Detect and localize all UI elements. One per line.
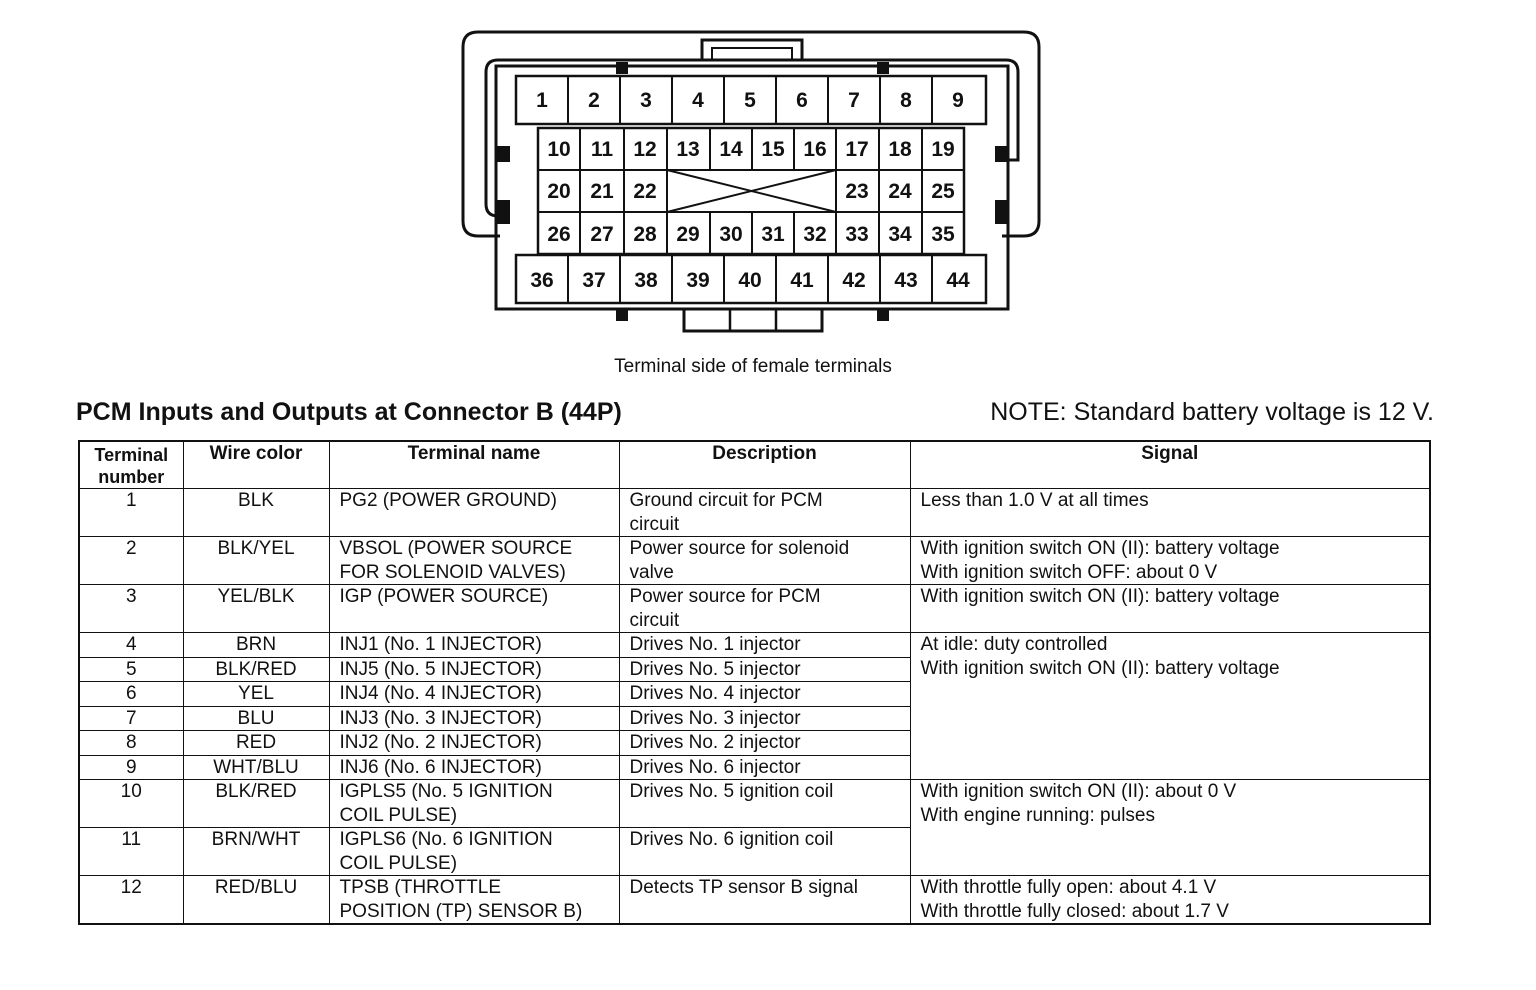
pin-label-29: 29 <box>676 223 700 246</box>
pin-label-20: 20 <box>547 180 571 203</box>
header-terminal-number: Terminal number <box>79 441 183 489</box>
cell-wire-color: BRN <box>183 633 329 658</box>
pin-label-6: 6 <box>796 89 808 112</box>
cell-terminal-name-line: IGPLS5 (No. 5 IGNITION <box>339 781 553 802</box>
cell-wire-color: YEL/BLK <box>183 585 329 633</box>
cell-signal <box>910 537 1430 585</box>
cell-terminal-name-line: INJ1 (No. 1 INJECTOR) <box>339 634 542 655</box>
pin-label-38: 38 <box>634 269 658 292</box>
pin-label-11: 11 <box>590 138 614 161</box>
pin-label-19: 19 <box>931 138 955 161</box>
table-row <box>79 489 1430 537</box>
pin-label-4: 4 <box>692 89 704 112</box>
pin-label-5: 5 <box>744 89 756 112</box>
cell-terminal-number: 11 <box>79 828 183 876</box>
cell-description-line: Drives No. 5 injector <box>629 658 801 680</box>
cell-terminal-name-line: PG2 (POWER GROUND) <box>339 490 557 511</box>
cell-terminal-name-line: INJ4 (No. 4 INJECTOR) <box>339 683 542 704</box>
cell-terminal-name-line: INJ3 (No. 3 INJECTOR) <box>339 707 542 729</box>
page-title: PCM Inputs and Outputs at Connector B (44P) <box>76 398 622 426</box>
cell-terminal-number: 9 <box>79 755 183 780</box>
pin-label-35: 35 <box>931 223 955 246</box>
cell-wire-color: RED <box>183 731 329 756</box>
cell-signal <box>910 585 1430 633</box>
table-row <box>79 537 1430 585</box>
cell-description-line: circuit <box>629 513 680 535</box>
pcm-io-table <box>78 440 1431 925</box>
table-row <box>79 633 1430 658</box>
pin-label-1: 1 <box>536 89 548 112</box>
cell-signal-line: Less than 1.0 V at all times <box>920 490 1149 511</box>
cell-signal-line: With ignition switch ON (II): battery voltage <box>920 586 1280 607</box>
connector-top-latch <box>702 40 802 60</box>
cell-terminal-name <box>329 489 619 537</box>
pin-label-13: 13 <box>676 138 700 161</box>
blank-cavity-cross <box>667 170 836 212</box>
cell-terminal-name <box>329 657 619 682</box>
cell-terminal-name-line: INJ2 (No. 2 INJECTOR) <box>339 732 542 753</box>
cell-terminal-name-line: COIL PULSE) <box>339 852 458 874</box>
cell-terminal-name-line: INJ6 (No. 6 INJECTOR) <box>339 756 542 778</box>
cell-signal-line: With throttle fully closed: about 1.7 V <box>920 900 1229 922</box>
pin-label-21: 21 <box>590 180 614 203</box>
pin-label-24: 24 <box>888 180 912 203</box>
cell-signal-line: With ignition switch ON (II): battery voltage <box>920 657 1280 679</box>
pin-label-37: 37 <box>582 269 606 292</box>
diagram-caption: Terminal side of female terminals <box>614 356 892 377</box>
cell-terminal-number: 8 <box>79 731 183 756</box>
pin-label-10: 10 <box>547 138 571 161</box>
cell-description-line: Detects TP sensor B signal <box>629 877 858 898</box>
pin-label-3: 3 <box>640 89 652 112</box>
pin-label-43: 43 <box>894 269 918 292</box>
cell-wire-color: YEL <box>183 682 329 707</box>
pin-label-18: 18 <box>888 138 912 161</box>
cell-terminal-name-line: INJ5 (No. 5 INJECTOR) <box>339 658 542 680</box>
cell-description <box>619 706 910 731</box>
pin-label-31: 31 <box>761 223 785 246</box>
cell-wire-color: BLU <box>183 706 329 731</box>
pin-label-17: 17 <box>845 138 869 161</box>
cell-description-line: Drives No. 3 injector <box>629 707 801 729</box>
cell-description <box>619 585 910 633</box>
pin-label-30: 30 <box>719 223 743 246</box>
cell-signal <box>910 780 1430 876</box>
pin-label-25: 25 <box>931 180 955 203</box>
pin-label-39: 39 <box>686 269 710 292</box>
pin-label-12: 12 <box>633 138 657 161</box>
cell-terminal-name-line: POSITION (TP) SENSOR B) <box>339 900 583 922</box>
pin-label-33: 33 <box>845 223 869 246</box>
cell-description-line: Power source for solenoid <box>629 538 850 559</box>
header-description: Description <box>619 441 910 489</box>
pin-label-32: 32 <box>803 223 827 246</box>
cell-wire-color: BLK/RED <box>183 780 329 828</box>
pin-label-2: 2 <box>588 89 600 112</box>
cell-terminal-name <box>329 731 619 756</box>
cell-signal <box>910 489 1430 537</box>
cell-wire-color: BRN/WHT <box>183 828 329 876</box>
cell-signal <box>910 876 1430 925</box>
pin-label-26: 26 <box>547 223 571 246</box>
table-header-row <box>79 441 1430 489</box>
connector-diagram <box>0 0 1536 350</box>
cell-terminal-name <box>329 828 619 876</box>
cell-description <box>619 780 910 828</box>
cell-terminal-name <box>329 537 619 585</box>
cell-terminal-name <box>329 682 619 707</box>
table-row <box>79 876 1430 925</box>
pin-label-15: 15 <box>761 138 785 161</box>
cell-terminal-name <box>329 633 619 658</box>
cell-terminal-name <box>329 585 619 633</box>
pin-label-28: 28 <box>633 223 657 246</box>
header-wire-color: Wire color <box>183 441 329 489</box>
pin-label-22: 22 <box>633 180 657 203</box>
header-signal: Signal <box>910 441 1430 489</box>
pin-label-9: 9 <box>952 89 964 112</box>
cell-terminal-name-line: COIL PULSE) <box>339 804 458 826</box>
pin-label-34: 34 <box>888 223 912 246</box>
connector-bottom-tab <box>684 309 822 331</box>
cell-signal-line: At idle: duty controlled <box>920 634 1108 655</box>
cell-terminal-number: 1 <box>79 489 183 537</box>
cell-terminal-number: 5 <box>79 657 183 682</box>
cell-wire-color: BLK <box>183 489 329 537</box>
cell-signal-line: With ignition switch ON (II): battery voltage <box>920 538 1280 559</box>
table-row <box>79 585 1430 633</box>
cell-description <box>619 682 910 707</box>
pin-label-7: 7 <box>848 89 860 112</box>
cell-description-line: Ground circuit for PCM <box>629 490 823 511</box>
cell-description <box>619 876 910 925</box>
cell-terminal-name-line: VBSOL (POWER SOURCE <box>339 538 573 559</box>
cell-terminal-number: 6 <box>79 682 183 707</box>
pin-label-40: 40 <box>738 269 762 292</box>
cell-wire-color: BLK/RED <box>183 657 329 682</box>
cell-terminal-number: 10 <box>79 780 183 828</box>
cell-description-line: Drives No. 6 injector <box>629 756 801 778</box>
header-terminal-name: Terminal name <box>329 441 619 489</box>
cell-description-line: Drives No. 2 injector <box>629 732 801 753</box>
pin-label-16: 16 <box>803 138 827 161</box>
cell-signal-line: With throttle fully open: about 4.1 V <box>920 877 1217 898</box>
cell-signal-line: With ignition switch ON (II): about 0 V <box>920 781 1237 802</box>
pin-label-23: 23 <box>845 180 869 203</box>
pin-label-41: 41 <box>790 269 814 292</box>
cell-terminal-number: 3 <box>79 585 183 633</box>
cell-terminal-name-line: IGP (POWER SOURCE) <box>339 586 549 607</box>
cell-terminal-number: 4 <box>79 633 183 658</box>
cell-terminal-name-line: FOR SOLENOID VALVES) <box>339 561 566 583</box>
cell-description-line: valve <box>629 561 674 583</box>
cell-description-line: Drives No. 6 ignition coil <box>629 829 834 850</box>
cell-terminal-number: 12 <box>79 876 183 925</box>
cell-terminal-number: 7 <box>79 706 183 731</box>
cell-description <box>619 657 910 682</box>
cell-terminal-name <box>329 755 619 780</box>
pin-label-14: 14 <box>719 138 743 161</box>
pin-label-36: 36 <box>530 269 554 292</box>
cell-terminal-name <box>329 876 619 925</box>
pin-label-44: 44 <box>946 269 970 292</box>
pin-label-42: 42 <box>842 269 866 292</box>
cell-terminal-name-line: TPSB (THROTTLE <box>339 877 502 898</box>
cell-description-line: Drives No. 5 ignition coil <box>629 781 834 802</box>
table-row <box>79 780 1430 828</box>
cell-description-line: Power source for PCM <box>629 586 821 607</box>
cell-description <box>619 633 910 658</box>
cell-terminal-number: 2 <box>79 537 183 585</box>
cell-wire-color: WHT/BLU <box>183 755 329 780</box>
cell-description <box>619 489 910 537</box>
cell-description <box>619 755 910 780</box>
cell-signal-line: With ignition switch OFF: about 0 V <box>920 561 1218 583</box>
cell-terminal-name-line: IGPLS6 (No. 6 IGNITION <box>339 829 553 850</box>
cell-signal-line: With engine running: pulses <box>920 804 1155 826</box>
cell-wire-color: RED/BLU <box>183 876 329 925</box>
cell-terminal-name <box>329 780 619 828</box>
pin-label-27: 27 <box>590 223 614 246</box>
cell-description <box>619 731 910 756</box>
cell-description-line: Drives No. 1 injector <box>629 634 801 655</box>
cell-description-line: circuit <box>629 609 680 631</box>
pin-label-8: 8 <box>900 89 912 112</box>
cell-terminal-name <box>329 706 619 731</box>
cell-description <box>619 828 910 876</box>
cell-description-line: Drives No. 4 injector <box>629 683 801 704</box>
cell-signal <box>910 633 1430 780</box>
battery-note: NOTE: Standard battery voltage is 12 V. <box>990 398 1434 426</box>
cell-wire-color: BLK/YEL <box>183 537 329 585</box>
cell-description <box>619 537 910 585</box>
